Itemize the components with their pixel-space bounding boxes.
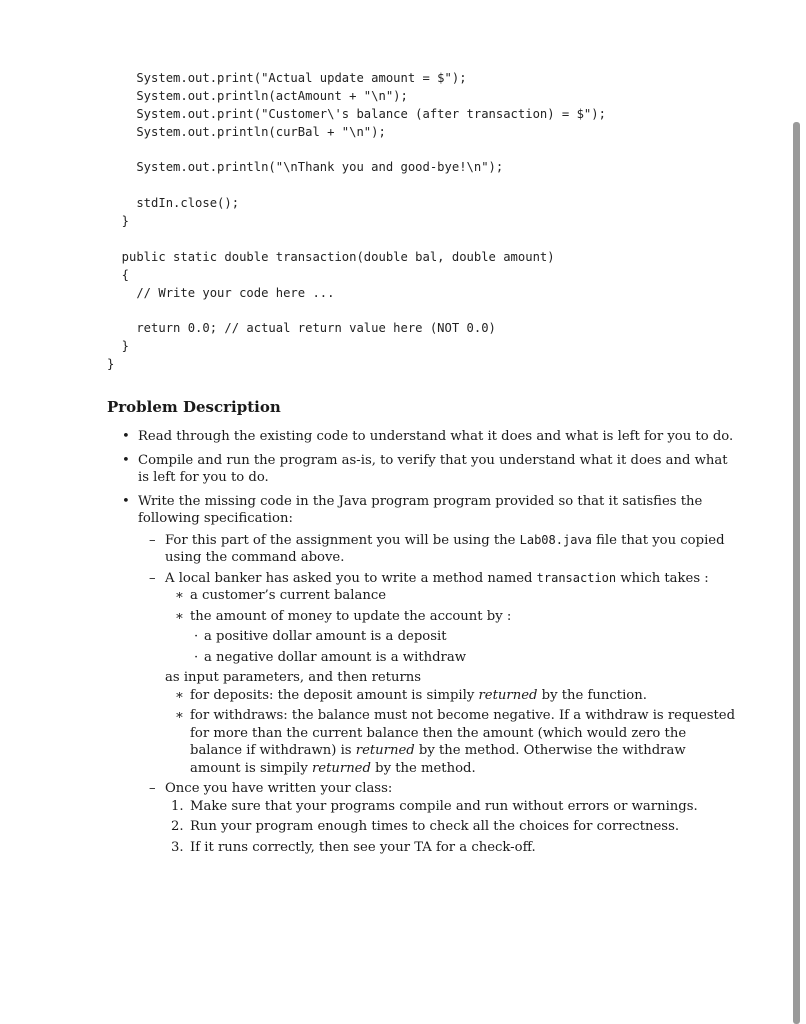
dash-marker: –: [149, 532, 156, 548]
list-item: [138, 570, 737, 778]
code-line: // Write your code here ...: [107, 285, 335, 300]
file-name: Lab08.java: [519, 532, 592, 547]
steps-list: [165, 798, 737, 857]
code-listing: [107, 70, 606, 374]
amount-list: [165, 628, 737, 666]
code-line: }: [107, 357, 115, 372]
list-item: [190, 628, 737, 646]
code-line: stdIn.close();: [107, 196, 240, 211]
emphasis: returned: [311, 760, 371, 776]
list-item: [165, 687, 737, 705]
list-item: [107, 452, 737, 487]
list-item: [165, 818, 737, 836]
code-line: public static double transaction(double bal, double amount): [107, 249, 555, 264]
list-item-text: a negative dollar amount is a withdraw: [204, 649, 467, 665]
code-line: {: [107, 267, 130, 282]
list-item-text: Read through the existing code to understand what it does and what is left for you to do.: [138, 429, 734, 444]
code-line: }: [107, 214, 130, 229]
list-item: [165, 608, 737, 626]
list-item-text: Write the missing code in the Java program program provided so that it satisfies the following specification:: [138, 493, 703, 526]
list-item: [107, 493, 737, 857]
bullet-marker: •: [122, 493, 130, 509]
code-line: }: [107, 339, 130, 354]
dot-marker: ·: [194, 629, 199, 644]
code-line: [107, 231, 606, 249]
list-item: [165, 839, 737, 857]
code-line: System.out.print("Customer\'s balance (after transaction) = $");: [107, 106, 606, 121]
bullet-marker: •: [122, 452, 130, 468]
emphasis: returned: [355, 743, 415, 758]
list-item: [138, 780, 737, 856]
emphasis: returned: [478, 687, 538, 703]
list-item-text: Make sure that your programs compile and run without errors or warnings.: [190, 798, 698, 814]
star-marker: ∗: [175, 608, 184, 624]
list-item: [190, 649, 737, 667]
code-line: System.out.println(actAmount + "\n");: [107, 88, 408, 103]
dot-marker: ·: [194, 649, 199, 665]
list-item-text: Run your program enough times to check all the choices for correctness.: [190, 819, 680, 834]
dash-marker: –: [149, 570, 156, 586]
code-line: [107, 142, 606, 160]
parameter-list: [165, 587, 737, 625]
method-name: transaction: [536, 570, 617, 585]
code-line: System.out.print("Actual update amount = $");: [107, 71, 467, 85]
text-run: file that you copied using the command above.: [165, 532, 725, 565]
star-marker: ∗: [175, 588, 184, 603]
spec-list: [138, 532, 737, 857]
list-item: [165, 798, 737, 816]
list-item-text: Compile and run the program as-is, to verify that you understand what it does and what is left for you to do.: [138, 452, 728, 485]
code-line: System.out.println(curBal + "\n");: [107, 124, 386, 139]
code-line: System.out.println("\nThank you and good-bye!\n");: [107, 160, 504, 175]
text-run: which takes :: [616, 570, 709, 586]
bullet-marker: •: [122, 429, 130, 444]
number-marker: 3.: [171, 839, 184, 855]
text-run: for deposits: the deposit amount is simpily: [190, 687, 479, 703]
list-item: [138, 532, 737, 567]
returns-list: [165, 687, 737, 778]
code-line: [107, 177, 606, 195]
text-run: A local banker has asked you to write a method named: [165, 570, 537, 586]
dash-marker: –: [149, 781, 156, 796]
list-item: [165, 707, 737, 777]
text-run: by the method.: [370, 760, 476, 776]
section-title: Problem Description: [107, 398, 281, 416]
list-item-text: a customer’s current balance: [190, 588, 387, 603]
star-marker: ∗: [175, 708, 184, 723]
list-item-text: the amount of money to update the account by :: [190, 608, 512, 624]
number-marker: 1.: [171, 798, 184, 814]
list-item-text: Once you have written your class:: [165, 781, 393, 796]
text-run: by the method. Otherwise the withdraw amount is simpily: [190, 743, 686, 776]
text-run: by the function.: [537, 687, 647, 703]
text-run: for withdraws: the balance must not become negative. If a withdraw is requested for more than the current balance then the amount (which would zero the balance if withdrawn) is: [190, 708, 736, 758]
bullet-list: [107, 428, 737, 856]
code-line: [107, 303, 606, 321]
problem-description-section: [107, 398, 737, 862]
code-line: return 0.0; // actual return value here (NOT 0.0): [107, 321, 496, 336]
list-item: [165, 587, 737, 605]
list-item-text: a positive dollar amount is a deposit: [204, 629, 447, 644]
vertical-scrollbar[interactable]: [793, 122, 800, 1024]
number-marker: 2.: [171, 819, 184, 834]
list-item: [107, 428, 737, 446]
list-item-text: If it runs correctly, then see your TA for a check-off.: [190, 839, 536, 855]
star-marker: ∗: [175, 687, 184, 703]
text-run: For this part of the assignment you will be using the: [165, 532, 520, 548]
paragraph: as input parameters, and then returns: [165, 670, 422, 685]
